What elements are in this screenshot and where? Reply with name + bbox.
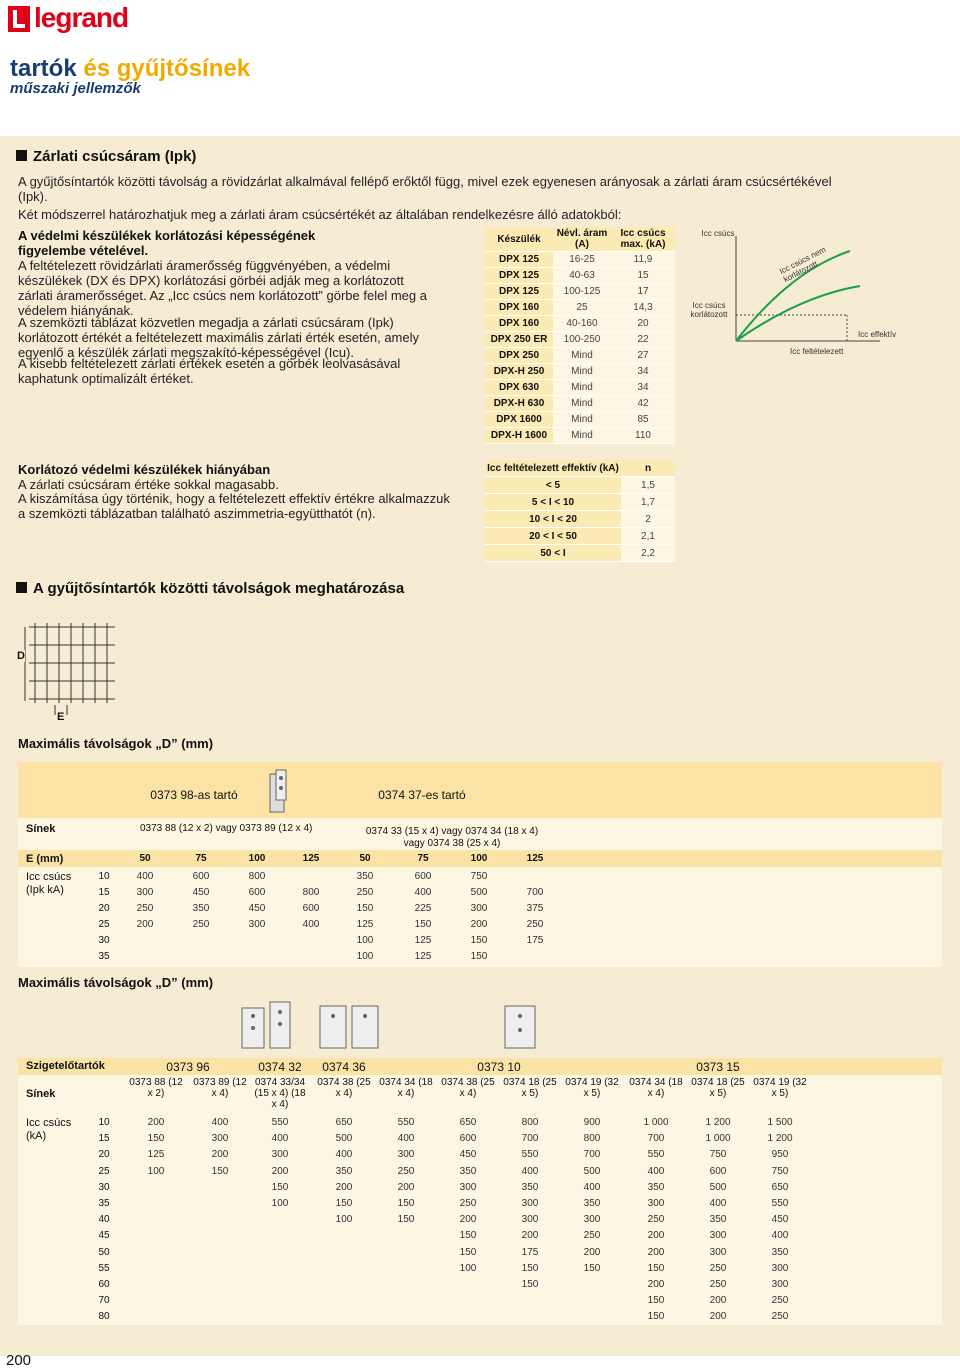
- distance-cell: 125: [414, 951, 432, 962]
- section3-heading: [16, 580, 404, 597]
- limited-curve: [736, 286, 860, 341]
- distance-cell: 200: [709, 1295, 727, 1307]
- col-header-icc-effective: Icc feltételezett effektív (kA): [485, 460, 621, 477]
- n-value-cell: 1,7: [621, 494, 675, 511]
- section2-line2: A kiszámítása úgy történik, hogy a feltételezett effektív értékre alkalmazzuk a szemközti táblázatban található aszimmetria-együtthatót (n).: [18, 491, 450, 521]
- distance-cell: 150: [414, 919, 432, 930]
- n-value-cell: 2: [621, 511, 675, 528]
- distance-cell: 950: [771, 1149, 789, 1161]
- table-row: [485, 252, 675, 268]
- distance-cell: 450: [771, 1214, 789, 1226]
- table4-sinek-label: Sínek: [26, 1088, 56, 1100]
- table3-sinek-label: Sínek: [26, 823, 56, 835]
- distance-cell: 250: [583, 1230, 601, 1242]
- table-row: [485, 300, 675, 316]
- distance-cell: 350: [335, 1165, 353, 1177]
- distance-cell: 200: [335, 1181, 353, 1193]
- rated-current-cell: Mind: [553, 428, 611, 444]
- distance-cell: 100: [147, 1165, 165, 1177]
- table-row: [485, 428, 675, 444]
- distance-cell: 400: [335, 1149, 353, 1161]
- group-header-cell: 0373 10: [477, 1060, 521, 1074]
- sinek-cell: 0374 38 (25 x 4): [317, 1077, 371, 1099]
- device-cell: DPX 250: [485, 348, 553, 364]
- sinek-cell: 0374 19 (32 x 5): [565, 1077, 619, 1099]
- section1-heading-text: Zárlati csúcsáram (Ipk): [33, 148, 197, 165]
- distance-cell: 1 500: [767, 1117, 793, 1128]
- distance-cell: 100: [459, 1262, 477, 1274]
- distance-cell: 650: [771, 1181, 789, 1193]
- distance-cell: 550: [771, 1198, 789, 1209]
- distance-cell: 500: [470, 887, 488, 898]
- distance-cell: 100: [335, 1214, 353, 1226]
- distance-cell: 200: [136, 919, 154, 930]
- distance-cell: 600: [192, 871, 210, 882]
- icc-peak-cell: 17: [611, 284, 675, 300]
- icc-key-cell: 45: [98, 1230, 110, 1242]
- distance-cell: 550: [521, 1149, 539, 1161]
- distance-cell: 1 200: [705, 1117, 731, 1128]
- table-row: [485, 284, 675, 300]
- icc-peak-cell: 15: [611, 268, 675, 284]
- distance-cell: 200: [709, 1311, 727, 1323]
- distance-cell: 600: [302, 903, 320, 914]
- icc-peak-cell: 42: [611, 396, 675, 412]
- device-ipk-table-body: [485, 252, 675, 444]
- distance-cell: 700: [526, 887, 544, 898]
- distance-cell: 150: [459, 1230, 477, 1242]
- sinek-cell: 0374 34 (18 x 4): [629, 1077, 683, 1099]
- distance-cell: 600: [414, 871, 432, 882]
- distance-cell: 300: [647, 1198, 665, 1209]
- distance-cell: 400: [211, 1117, 229, 1128]
- distance-cell: 300: [771, 1279, 789, 1290]
- icc-key-cell: 40: [98, 1214, 110, 1226]
- distance-cell: 500: [583, 1165, 601, 1177]
- distance-cell: 350: [521, 1181, 539, 1193]
- distance-cell: 550: [271, 1117, 289, 1128]
- distance-cell: 600: [248, 887, 266, 898]
- table-row: [485, 332, 675, 348]
- distance-cell: 200: [397, 1181, 415, 1193]
- graph-y-top-label: Icc csúcs: [701, 229, 735, 238]
- label-d: D: [17, 650, 25, 662]
- distance-cell: 700: [521, 1133, 539, 1145]
- distance-cell: 150: [521, 1262, 539, 1274]
- distance-cell: 100: [356, 935, 374, 946]
- distance-cell: 200: [647, 1230, 665, 1242]
- distance-cell: 600: [709, 1165, 727, 1177]
- sinek-cell: 0374 38 (25 x 4): [441, 1077, 495, 1099]
- table3-e-label: E (mm): [26, 853, 64, 865]
- e-value-cell: 125: [526, 853, 544, 864]
- square-bullet-icon: [16, 150, 27, 161]
- icc-range-cell: 10 < I < 20: [485, 511, 621, 528]
- distance-cell: 400: [771, 1230, 789, 1242]
- distance-cell: 300: [583, 1214, 601, 1226]
- device-cell: DPX 630: [485, 380, 553, 396]
- e-value-cell: 100: [470, 853, 488, 864]
- section1-para3: A kisebb feltételezett zárlati értékek esetén a görbék leolvasásával kaphatunk optimalizált értéket.: [18, 356, 401, 386]
- icc-range-cell: 5 < I < 10: [485, 494, 621, 511]
- table3-sinek2: 0374 33 (15 x 4) vagy 0374 34 (18 x 4) vagy 0374 38 (25 x 4): [365, 826, 539, 849]
- rated-current-cell: 100-250: [553, 332, 611, 348]
- icc-key-cell: 30: [98, 1181, 110, 1193]
- distance-cell: 400: [302, 919, 320, 930]
- rated-current-cell: Mind: [553, 348, 611, 364]
- distance-cell: 200: [459, 1214, 477, 1226]
- n-value-cell: 2,2: [621, 545, 675, 562]
- distance-cell: 300: [771, 1262, 789, 1274]
- distance-cell: 400: [414, 887, 432, 898]
- distance-cell: 800: [583, 1133, 601, 1145]
- distance-cell: 100: [271, 1198, 289, 1209]
- rated-current-cell: 40-160: [553, 316, 611, 332]
- distance-cell: 150: [335, 1198, 353, 1209]
- distance-cell: 400: [136, 871, 154, 882]
- e-value-cell: 50: [359, 853, 371, 864]
- distance-cell: 400: [521, 1165, 539, 1177]
- section1-heading: [16, 148, 196, 165]
- distance-cell: 150: [521, 1279, 539, 1290]
- icc-peak-cell: 22: [611, 332, 675, 348]
- device-ipk-table: [485, 227, 675, 444]
- distance-cell: 150: [147, 1133, 165, 1145]
- table-row: [485, 316, 675, 332]
- distance-cell: 900: [583, 1117, 601, 1128]
- icc-key-cell: 50: [98, 1246, 110, 1258]
- rated-current-cell: 100-125: [553, 284, 611, 300]
- icc-key-cell: 30: [98, 935, 110, 946]
- legrand-logo-icon: [8, 6, 30, 32]
- n-value-cell: 2,1: [621, 528, 675, 545]
- distance-cell: 550: [397, 1117, 415, 1128]
- distance-cell: 450: [459, 1149, 477, 1161]
- sinek-cell: 0374 34 (18 x 4): [379, 1077, 433, 1099]
- icc-peak-cell: 34: [611, 380, 675, 396]
- table-row: [485, 477, 675, 494]
- distance-cell: 200: [583, 1246, 601, 1258]
- busbar-spacing-diagram: [15, 615, 165, 725]
- distance-cell: 700: [647, 1133, 665, 1145]
- section3-heading-text: A gyűjtősíntartók közötti távolságok meghatározása: [33, 580, 405, 597]
- square-bullet-icon: [16, 582, 27, 593]
- table3-title: Maximális távolságok „D” (mm): [18, 736, 214, 751]
- icc-key-cell: 35: [98, 951, 110, 962]
- distance-cell: 100: [356, 951, 374, 962]
- distance-cell: 800: [302, 887, 320, 898]
- table-row: [485, 268, 675, 284]
- icc-key-cell: 80: [98, 1311, 110, 1323]
- distance-cell: 175: [526, 935, 544, 946]
- distance-cell: 600: [459, 1133, 477, 1145]
- distance-cell: 750: [709, 1149, 727, 1161]
- table4-icc-label: Icc csúcs (kA): [26, 1117, 72, 1142]
- device-cell: DPX 160: [485, 316, 553, 332]
- distance-cell: 300: [459, 1181, 477, 1193]
- distance-cell: 650: [459, 1117, 477, 1128]
- label-e: E: [57, 711, 65, 723]
- distance-cell: 225: [414, 903, 432, 914]
- table-row: [485, 364, 675, 380]
- distance-cell: 150: [211, 1165, 229, 1177]
- col-header-rated-current: Névl. áram (A): [553, 227, 611, 252]
- icc-key-cell: 25: [98, 1165, 110, 1177]
- icc-key-cell: 55: [98, 1262, 110, 1274]
- page-number: 200: [6, 1352, 32, 1369]
- distance-cell: 300: [709, 1246, 727, 1258]
- distance-cell: 125: [356, 919, 374, 930]
- section2-line1: A zárlati csúcsáram értéke sokkal magasabb.: [18, 477, 279, 492]
- page-subtitle: műszaki jellemzők: [10, 80, 141, 97]
- graph-x-mid-label: Icc feltételezett: [790, 347, 844, 356]
- distance-cell: 300: [211, 1133, 229, 1145]
- table3-group2: 0374 37-es tartó: [378, 788, 466, 802]
- distance-cell: 250: [526, 919, 544, 930]
- rated-current-cell: Mind: [553, 396, 611, 412]
- device-cell: DPX-H 250: [485, 364, 553, 380]
- distance-cell: 250: [136, 903, 154, 914]
- distance-cell: 750: [771, 1165, 789, 1177]
- section1-para1: A feltételezett rövidzárlati áramerősség függvényében, a védelmi készülékek (DX és DPX) korlátozási görbéi adják meg a korlátozott zárlati áramerősséget. Az „Icc csúcs nem korlátozott” görbe felel meg a védelem hiányának.: [18, 258, 427, 318]
- section2-heading: Korlátozó védelmi készülékek hiányában: [18, 462, 271, 477]
- distance-cell: 550: [647, 1149, 665, 1161]
- distance-cell: 150: [583, 1262, 601, 1274]
- sinek-cell: 0373 89 (12 x 4): [193, 1077, 247, 1099]
- asymmetry-table-body: [485, 477, 675, 562]
- table-row: [485, 396, 675, 412]
- icc-key-cell: 20: [98, 903, 110, 914]
- graph-y-mid-label: Icc csúcs korlátozott: [690, 301, 728, 319]
- distance-cell: 200: [271, 1165, 289, 1177]
- sinek-cell: 0373 88 (12 x 2): [129, 1077, 183, 1099]
- support-037398-icon: [262, 768, 300, 816]
- table-row: [485, 380, 675, 396]
- icc-peak-cell: 11,9: [611, 252, 675, 268]
- distance-cell: 200: [470, 919, 488, 930]
- distance-cell: 300: [271, 1149, 289, 1161]
- table-row: [485, 545, 675, 562]
- distance-cell: 250: [709, 1262, 727, 1274]
- device-cell: DPX-H 1600: [485, 428, 553, 444]
- device-cell: DPX 125: [485, 284, 553, 300]
- distance-cell: 125: [147, 1149, 165, 1161]
- e-value-cell: 75: [417, 853, 429, 864]
- e-value-cell: 100: [248, 853, 266, 864]
- icc-peak-cell: 27: [611, 348, 675, 364]
- sinek-cell: 0374 18 (25 x 5): [503, 1077, 557, 1099]
- distance-cell: 450: [248, 903, 266, 914]
- icc-key-cell: 15: [98, 1133, 110, 1145]
- graph-curve-label: Icc csúcs nem korlátozott: [778, 244, 828, 285]
- sinek-cell: 0374 18 (25 x 5): [691, 1077, 745, 1099]
- distance-cell: 400: [583, 1181, 601, 1193]
- distance-cell: 350: [647, 1181, 665, 1193]
- distance-cell: 500: [335, 1133, 353, 1145]
- graph-x-end-label: Icc effektív: [858, 330, 897, 339]
- group-header-cell: 0374 36: [322, 1060, 366, 1074]
- table-row: [485, 348, 675, 364]
- distance-cell: 350: [192, 903, 210, 914]
- distance-cell: 1 000: [705, 1133, 731, 1145]
- distance-cell: 150: [647, 1262, 665, 1274]
- distance-cell: 150: [271, 1181, 289, 1193]
- title-part1: tartók: [10, 55, 77, 82]
- distance-cell: 400: [397, 1133, 415, 1145]
- distance-cell: 750: [470, 871, 488, 882]
- distance-cell: 300: [709, 1230, 727, 1242]
- sinek-cell: 0374 19 (32 x 5): [753, 1077, 807, 1099]
- col-header-n: n: [621, 460, 675, 477]
- page-title: [10, 55, 250, 83]
- distance-cell: 175: [521, 1246, 539, 1258]
- icc-key-cell: 60: [98, 1279, 110, 1290]
- distance-cell: 150: [356, 903, 374, 914]
- distance-cell: 400: [647, 1165, 665, 1177]
- icc-range-cell: < 5: [485, 477, 621, 494]
- icc-key-cell: 25: [98, 919, 110, 930]
- icc-key-cell: 15: [98, 887, 110, 898]
- distance-cell: 650: [335, 1117, 353, 1128]
- distance-cell: 1 200: [767, 1133, 793, 1145]
- device-cell: DPX 250 ER: [485, 332, 553, 348]
- distance-cell: 300: [248, 919, 266, 930]
- distance-cell: 250: [709, 1279, 727, 1290]
- distance-cell: 350: [583, 1198, 601, 1209]
- icc-key-cell: 70: [98, 1295, 110, 1307]
- group-header-cell: 0374 32: [258, 1060, 302, 1074]
- distance-cell: 200: [521, 1230, 539, 1242]
- distance-cell: 700: [583, 1149, 601, 1161]
- group-header-cell: 0373 96: [166, 1060, 210, 1074]
- icc-range-cell: 50 < I: [485, 545, 621, 562]
- section1-intro1: A gyűjtősíntartók közötti távolság a rövidzárlat alkalmával fellépő erőktől függ, mivel ezek egyenesen arányosak a zárlati áram csúcsértékével (Ipk).: [18, 174, 832, 204]
- table-row: [485, 511, 675, 528]
- distance-cell: 300: [470, 903, 488, 914]
- distance-cell: 300: [397, 1149, 415, 1161]
- distance-cell: 200: [647, 1279, 665, 1290]
- distance-cell: 150: [397, 1214, 415, 1226]
- icc-peak-cell: 34: [611, 364, 675, 380]
- brand-name: legrand: [34, 2, 129, 33]
- distance-cell: 250: [397, 1165, 415, 1177]
- device-cell: DPX 160: [485, 300, 553, 316]
- distance-cell: 400: [271, 1133, 289, 1145]
- distance-cell: 450: [192, 887, 210, 898]
- distance-cell: 350: [459, 1165, 477, 1177]
- distance-cell: 350: [356, 871, 374, 882]
- sinek-cell: 0374 33/34 (15 x 4) (18 x 4): [254, 1077, 306, 1110]
- distance-cell: 250: [771, 1311, 789, 1323]
- icc-key-cell: 10: [98, 1117, 110, 1128]
- distance-cell: 500: [709, 1181, 727, 1193]
- distance-cell: 250: [771, 1295, 789, 1307]
- title-part2: és gyűjtősínek: [83, 55, 251, 82]
- rated-current-cell: Mind: [553, 412, 611, 428]
- e-value-cell: 75: [195, 853, 207, 864]
- distance-cell: 800: [248, 871, 266, 882]
- distance-cell: 1 000: [643, 1117, 669, 1128]
- distance-cell: 125: [414, 935, 432, 946]
- table4-tartok-label: Szigetelőtartók: [26, 1060, 105, 1072]
- rated-current-cell: 25: [553, 300, 611, 316]
- distance-cell: 250: [459, 1198, 477, 1209]
- distance-cell: 350: [771, 1246, 789, 1258]
- distance-cell: 350: [709, 1214, 727, 1226]
- icc-peak-cell: 20: [611, 316, 675, 332]
- distance-cell: 150: [647, 1311, 665, 1323]
- distance-cell: 150: [397, 1198, 415, 1209]
- table3-group1: 0373 98-as tartó: [150, 788, 238, 802]
- device-cell: DPX-H 630: [485, 396, 553, 412]
- rated-current-cell: 16-25: [553, 252, 611, 268]
- distance-cell: 200: [147, 1117, 165, 1128]
- table-row: [485, 528, 675, 545]
- section1-subheading: A védelmi készülékek korlátozási képességének figyelembe vételével.: [18, 228, 316, 258]
- table4-title: Maximális távolságok „D” (mm): [18, 975, 214, 990]
- e-value-cell: 125: [302, 853, 320, 864]
- table3-sinek1: 0373 88 (12 x 2) vagy 0373 89 (12 x 4): [140, 823, 313, 834]
- rated-current-cell: 40-63: [553, 268, 611, 284]
- col-header-device: Készülék: [485, 227, 553, 252]
- distance-cell: 300: [521, 1198, 539, 1209]
- e-value-cell: 50: [139, 853, 151, 864]
- distance-cell: 200: [647, 1246, 665, 1258]
- distance-cell: 400: [709, 1198, 727, 1209]
- device-cell: DPX 125: [485, 268, 553, 284]
- table3-icc-label: Icc csúcs (Ipk kA): [26, 871, 72, 896]
- distance-cell: 800: [521, 1117, 539, 1128]
- distance-cell: 250: [192, 919, 210, 930]
- icc-peak-cell: 110: [611, 428, 675, 444]
- icc-peak-cell: 85: [611, 412, 675, 428]
- distance-cell: 375: [526, 903, 544, 914]
- distance-cell: 250: [647, 1214, 665, 1226]
- distance-cell: 150: [470, 935, 488, 946]
- distance-cell: 150: [459, 1246, 477, 1258]
- distance-cell: 300: [521, 1214, 539, 1226]
- icc-peak-cell: 14,3: [611, 300, 675, 316]
- icc-key-cell: 20: [98, 1149, 110, 1161]
- distance-cell: 150: [647, 1295, 665, 1307]
- section1-intro2: Két módszerrel határozhatjuk meg a zárlati áram csúcsértékét az általában rendelkezésre álló adatokból:: [18, 207, 622, 222]
- distance-cell: 150: [470, 951, 488, 962]
- rated-current-cell: Mind: [553, 364, 611, 380]
- distance-cell: 200: [211, 1149, 229, 1161]
- section1-para2: A szemközti táblázat közvetlen megadja a zárlati csúcsáram (Ipk) korlátozott értékét a feltételezett maximális zárlati érték esetén, amely egyenlő a készülék zárlati megszakító-képességével (Icu).: [18, 315, 420, 360]
- icc-key-cell: 35: [98, 1198, 110, 1209]
- col-header-icc-peak: Icc csúcs max. (kA): [611, 227, 675, 252]
- icc-range-cell: 20 < I < 50: [485, 528, 621, 545]
- device-cell: DPX 1600: [485, 412, 553, 428]
- rated-current-cell: Mind: [553, 380, 611, 396]
- asymmetry-table: [485, 460, 675, 562]
- device-cell: DPX 125: [485, 252, 553, 268]
- n-value-cell: 1,5: [621, 477, 675, 494]
- support-images-icon: [230, 998, 590, 1058]
- icc-key-cell: 10: [98, 871, 110, 882]
- table-row: [485, 494, 675, 511]
- distance-cell: 300: [136, 887, 154, 898]
- group-header-cell: 0373 15: [696, 1060, 740, 1074]
- distance-cell: 250: [356, 887, 374, 898]
- table-row: [485, 412, 675, 428]
